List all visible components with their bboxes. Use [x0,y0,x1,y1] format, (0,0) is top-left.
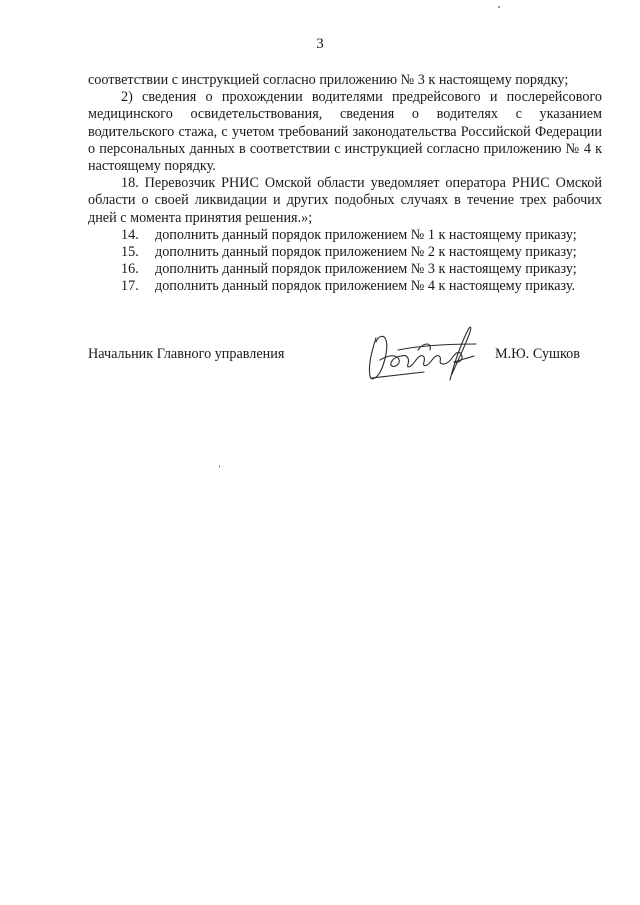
document-body [88,72,602,296]
position-title: Начальник Главного управления [88,346,285,362]
list-item-17 [88,278,602,295]
list-item-text: дополнить данный порядок приложением № 2 к настоящему приказу; [155,244,577,261]
list-item-number: 14. [121,226,139,243]
list-item-number: 17. [121,278,139,295]
signature-block [88,340,602,390]
list-item-text: дополнить данный порядок приложением № 4 к настоящему приказу. [155,278,576,295]
page-number: 3 [316,36,324,52]
handwritten-signature [358,320,488,392]
paragraph-item-18: 18. Перевозчик РНИС Омской области уведомляет оператора РНИС Омской области о своей ликвидации и других подобных случаях в течение трех рабочих дней с момента принятия решения.»; [88,175,602,226]
paragraph-item-2: 2) сведения о прохождении водителями предрейсового и послерейсового медицинского освидетельствования, сведения о водителях с указанием водительского стажа, с учетом требований законодательства Российской Федерации о персональных данных в соответствии с инструкцией согласно приложению № 4 к настоящему порядку. [88,89,602,175]
list-item-text: дополнить данный порядок приложением № 3 к настоящему приказу; [155,261,577,278]
list-item-16 [88,261,602,278]
list-item-14 [88,227,602,244]
signer-name: М.Ю. Сушков [495,346,580,362]
list-item-text: дополнить данный порядок приложением № 1 к настоящему приказу; [155,226,577,243]
list-item-number: 16. [121,261,139,278]
paragraph-continuation: соответствии с инструкцией согласно приложению № 3 к настоящему порядку; [88,72,569,88]
list-item-15 [88,244,602,261]
scan-speck [219,465,220,468]
list-item-number: 15. [121,244,139,261]
scan-speck [498,6,500,8]
